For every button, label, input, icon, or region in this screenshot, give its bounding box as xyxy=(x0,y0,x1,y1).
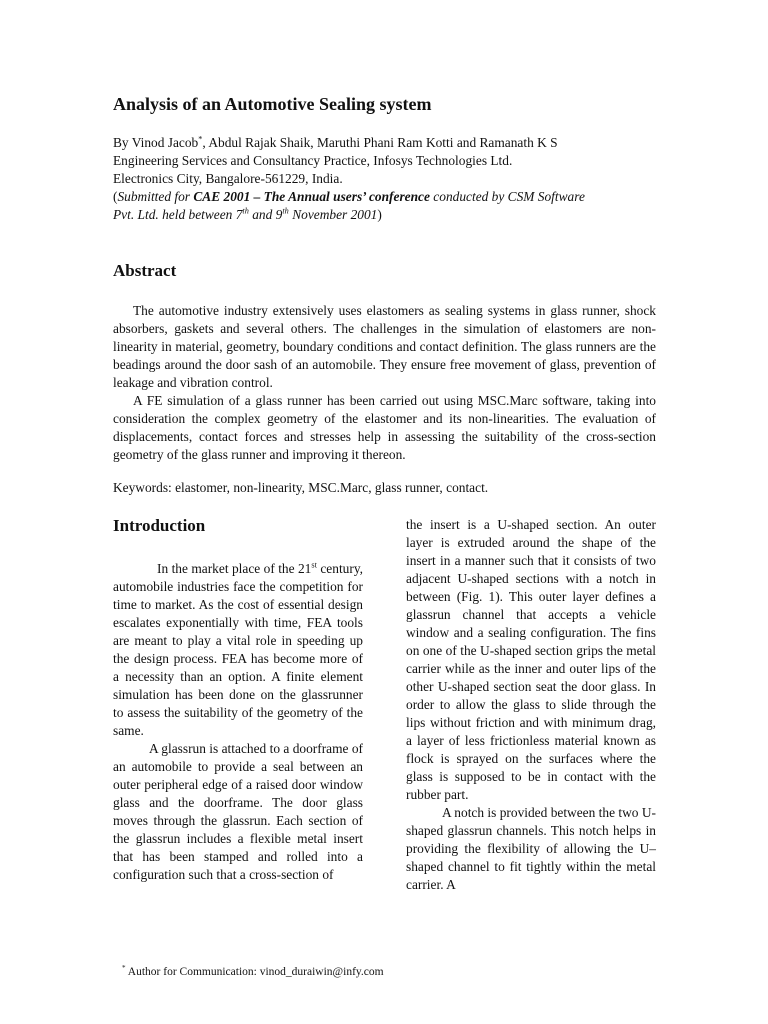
footnote xyxy=(122,966,384,978)
intro-paragraph: A glassrun is attached to a doorframe of an automobile to provide a seal between an outer peripheral edge of a raised door window glass and the doorframe. The door glass moves through the glassrun. Each section of the glassrun includes a flexible metal insert that has been stamped and rolled into a configuration such that a cross-section of xyxy=(113,741,363,882)
abstract-paragraph: The automotive industry extensively uses elastomers as sealing systems in glass runner, shock absorbers, gaskets and several others. The challenges in the simulation of elastomers are non-linearity in material, geometry, boundary conditions and contact definition. The glass runners are the beadings around the door sash of an automobile. They ensure free movement of glass, prevention of leakage and vibration control. xyxy=(113,303,656,390)
author-footnote-mark: * xyxy=(198,134,203,144)
author-rest: , Abdul Rajak Shaik, Maruthi Phani Ram Kotti and Ramanath K S xyxy=(202,135,558,150)
paper-title: Analysis of an Automotive Sealing system xyxy=(113,94,432,114)
abstract-body xyxy=(113,302,656,464)
address-line: Electronics City, Bangalore-561229, India. xyxy=(113,171,343,186)
author-first: By Vinod Jacob xyxy=(113,135,199,150)
author-block xyxy=(113,134,653,224)
keywords-line: Keywords: elastomer, non-linearity, MSC.Marc, glass runner, contact. xyxy=(113,480,489,495)
abstract-paragraph: A FE simulation of a glass runner has been carried out using MSC.Marc software, taking into consideration the complex geometry of the elastomer and its non-linearities. The evaluation of displacements, contact forces and stresses help in assessing the suitability of the cross-section geometry of the glass runner and improving it thereon. xyxy=(113,393,656,462)
footnote-mark: * xyxy=(122,964,126,973)
intro-paragraph-continued: the insert is a U-shaped section. An outer layer is extruded around the shape of the insert in a manner such that it consists of two adjacent U-shaped sections with a notch in between (Fig. 1). This outer layer defines a glassrun channel that accepts a vehicle window and a sealing configuration. The fins on one of the U-shaped section grips the metal carrier while as the inner and outer lips of the other U-shaped section seat the door glass. In order to allow the glass to slide through the lips without friction and with minimum drag, a layer of less frictionless material known as flock is sprayed on the surfaces where the glass is supposed to be in contact with the rubber part. xyxy=(406,517,656,802)
introduction-heading: Introduction xyxy=(113,516,206,535)
affiliation-line: Engineering Services and Consultancy Practice, Infosys Technologies Ltd. xyxy=(113,153,513,168)
footnote-text: Author for Communication: vinod_duraiwin@infy.com xyxy=(125,966,384,978)
intro-paragraph: A notch is provided between the two U-shaped glassrun channels. This notch helps in providing the flexibility of allowing the U–shaped channel to fit tightly within the metal carrier. A xyxy=(406,805,656,892)
abstract-heading: Abstract xyxy=(113,261,177,280)
author-line xyxy=(113,134,653,152)
submission-line-2: Pvt. Ltd. held between 7th and 9th November 2001) xyxy=(113,206,382,222)
submission-line-1: (Submitted for CAE 2001 – The Annual users’ conference conducted by CSM Software xyxy=(113,189,585,204)
intro-paragraph: In the market place of the 21st century, automobile industries face the competition for time to market. As the cost of essential design escalates exponentially with time, FEA tools are meant to play a vital role in speeding up the design process. FEA has become more of a necessity than an option. A finite element simulation has been done on the glassrunner to assess the suitability of the geometry of the same. xyxy=(113,560,363,738)
intro-column-left xyxy=(113,560,363,884)
conference-name: CAE 2001 – The Annual users’ conference xyxy=(193,189,430,204)
intro-column-right xyxy=(406,516,656,894)
